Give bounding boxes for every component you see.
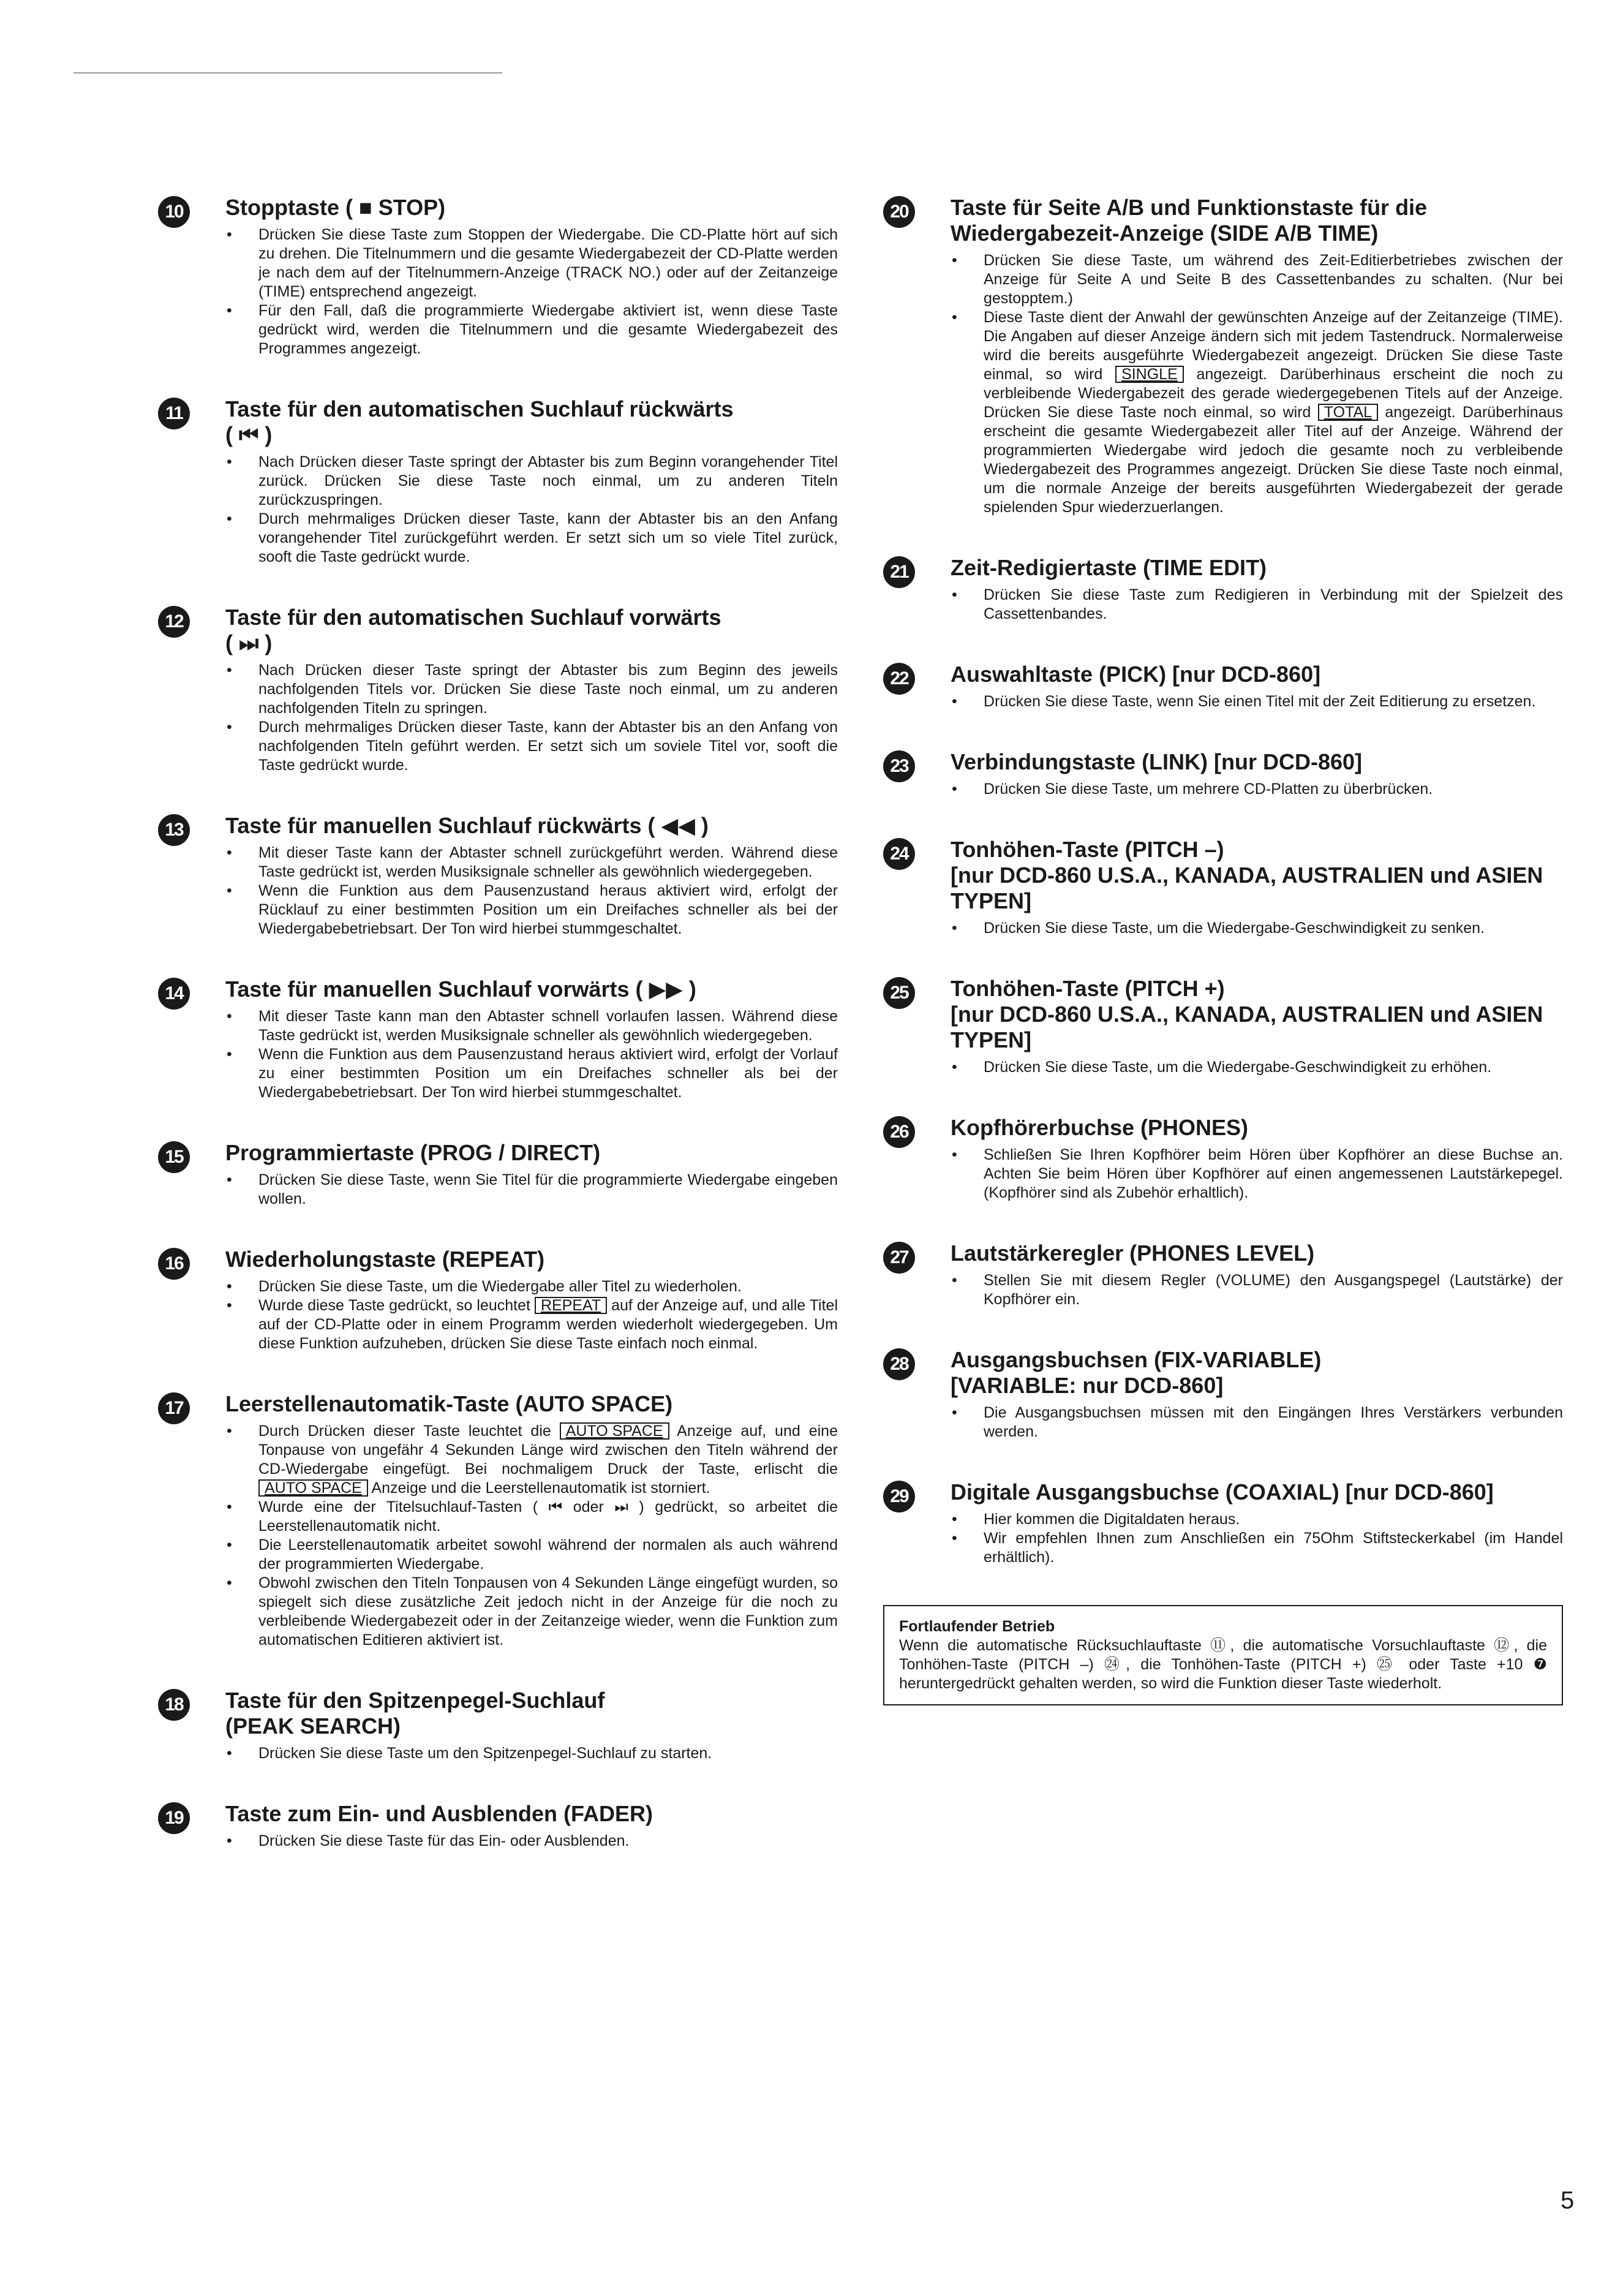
section-19 — [158, 1801, 838, 1851]
section-title: Verbindungstaste (LINK) [nur DCD-860] — [951, 749, 1363, 774]
section-number-badge: 19 — [158, 1802, 190, 1834]
section-20 — [883, 195, 1563, 517]
section-title: Kopfhörerbuchse (PHONES) — [951, 1115, 1249, 1140]
section-title: Stopptaste ( ■ STOP) — [225, 195, 446, 220]
bullet-list — [951, 919, 1563, 938]
bullet-item: • Durch mehrmaliges Drücken dieser Taste, kann der Abtaster bis an den Anfang vorangehender Titel zurückgeführt werden. Er setzt sich um so viele Titel zurück, sooft die Taste gedrückt wurde. — [225, 510, 838, 567]
bullet-list — [225, 1171, 838, 1209]
section-title: Leerstellenautomatik-Taste (AUTO SPACE) — [225, 1391, 673, 1416]
bullet-item: • Obwohl zwischen den Titeln Tonpausen von 4 Sekunden Länge eingefügt wurden, so spiegelt sich diese zusätzliche Zeit jedoch nicht in der Anzeige für die noch zu verbleibende Wiedergabezeit oder in der Zeitanzeige wieder, wenn die Funktion zum automatischen Editieren aktiviert ist. — [225, 1574, 838, 1650]
section-title: Zeit-Redigiertaste (TIME EDIT) — [951, 555, 1267, 580]
section-16 — [158, 1247, 838, 1353]
section-24 — [883, 837, 1563, 938]
bullet-list — [951, 1146, 1563, 1203]
section-title: Taste für den Spitzenpegel-Suchlauf (PEAK SEARCH) — [225, 1688, 605, 1739]
section-title: Programmiertaste (PROG / DIRECT) — [225, 1140, 601, 1165]
bullet-list — [951, 1058, 1563, 1077]
bullet-list — [951, 586, 1563, 624]
bullet-item: • Drücken Sie diese Taste, um die Wiedergabe-Geschwindigkeit zu senken. — [951, 919, 1563, 938]
section-15 — [158, 1140, 838, 1209]
right-column — [883, 195, 1563, 1705]
section-title: Tonhöhen-Taste (PITCH –) [nur DCD-860 U.S.A., KANADA, AUSTRALIEN und ASIEN TYPEN] — [951, 837, 1543, 913]
bullet-item: • Wenn die Funktion aus dem Pausenzustand heraus aktiviert wird, erfolgt der Vorlauf zu einer bestimmten Position um ein Dreifaches schneller als bei der Wiedergabebetriebsart. Der Ton wird hierbei stummgeschaltet. — [225, 1045, 838, 1102]
continuous-operation-text: Wenn die automatische Rücksuchlauftaste ⑪, die automatische Vorsuchlauftaste ⑫, die Tonhöhen-Taste (PITCH –) ㉔, die Tonhöhen-Taste (PITCH +) ㉕ oder Taste +10 ❼ heruntergedrückt gehalten werden, so wird die Funktion dieser Taste wiederholt. — [899, 1637, 1547, 1692]
bullet-item: • Drücken Sie diese Taste für das Ein- oder Ausblenden. — [225, 1832, 838, 1851]
bullet-list — [951, 1510, 1563, 1567]
section-number-badge: 26 — [883, 1116, 915, 1148]
section-number-badge: 17 — [158, 1392, 190, 1424]
bullet-list — [951, 251, 1563, 517]
scan-artifact-line — [73, 72, 502, 74]
display-indicator-auto-space: AUTO SPACE — [258, 1479, 368, 1497]
section-28 — [883, 1347, 1563, 1441]
display-indicator-total: TOTAL — [1318, 404, 1378, 421]
section-29 — [883, 1479, 1563, 1567]
section-25 — [883, 976, 1563, 1077]
bullet-list — [225, 1422, 838, 1650]
section-title: Taste zum Ein- und Ausblenden (FADER) — [225, 1801, 653, 1826]
bullet-list — [225, 225, 838, 358]
bullet-list — [225, 453, 838, 567]
section-23 — [883, 749, 1563, 799]
section-14 — [158, 976, 838, 1102]
bullet-list — [225, 1007, 838, 1102]
bullet-item: • Hier kommen die Digitaldaten heraus. — [951, 1510, 1563, 1529]
bullet-item: • Drücken Sie diese Taste, um mehrere CD-Platten zu überbrücken. — [951, 780, 1563, 799]
section-number-badge: 25 — [883, 977, 915, 1009]
bullet-item: • Drücken Sie diese Taste, um die Wiedergabe-Geschwindigkeit zu erhöhen. — [951, 1058, 1563, 1077]
section-title: Taste für Seite A/B und Funktionstaste für die Wiedergabezeit-Anzeige (SIDE A/B TIME) — [951, 195, 1428, 246]
bullet-item: • Für den Fall, daß die programmierte Wiedergabe aktiviert ist, wenn diese Taste gedrückt wird, werden die Titelnummern und die gesamte Wiedergabezeit des Programmes angezeigt. — [225, 301, 838, 358]
bullet-item: • Drücken Sie diese Taste, wenn Sie Titel für die programmierte Wiedergabe eingeben wollen. — [225, 1171, 838, 1209]
bullet-list — [951, 1271, 1563, 1309]
bullet-item: • Die Ausgangsbuchsen müssen mit den Eingängen Ihres Verstärkers verbunden werden. — [951, 1403, 1563, 1441]
section-number-badge: 23 — [883, 750, 915, 782]
section-number-badge: 24 — [883, 838, 915, 870]
bullet-list — [225, 844, 838, 938]
section-27 — [883, 1241, 1563, 1309]
section-title: Ausgangsbuchsen (FIX-VARIABLE) [VARIABLE: nur DCD-860] — [951, 1347, 1322, 1398]
section-26 — [883, 1115, 1563, 1203]
bullet-list — [951, 780, 1563, 799]
display-indicator-auto-space: AUTO SPACE — [560, 1422, 669, 1440]
section-number-badge: 28 — [883, 1348, 915, 1380]
bullet-list — [225, 661, 838, 775]
section-title: Taste für den automatischen Suchlauf rückwärts ( ⏮ ) — [225, 396, 734, 447]
section-number-badge: 20 — [883, 196, 915, 228]
section-number-badge: 14 — [158, 978, 190, 1010]
section-18 — [158, 1688, 838, 1763]
section-title: Digitale Ausgangsbuchse (COAXIAL) [nur DCD-860] — [951, 1479, 1494, 1505]
bullet-item: • Durch mehrmaliges Drücken dieser Taste, kann der Abtaster bis an den Anfang von nachfolgenden Titeln geführt werden. Er setzt sich um soviele Titel vor, sooft die Taste gedrückt wurde. — [225, 718, 838, 775]
bullet-item: • Nach Drücken dieser Taste springt der Abtaster bis zum Beginn vorangehender Titel zurück. Drücken Sie diese Taste noch einmal, um zu anderen Titeln zurückzuspringen. — [225, 453, 838, 510]
section-title: Taste für manuellen Suchlauf rückwärts ( ◀◀ ) — [225, 813, 709, 838]
bullet-list — [225, 1744, 838, 1763]
bullet-item: • Drücken Sie diese Taste, um die Wiedergabe aller Titel zu wiederholen. — [225, 1277, 838, 1296]
bullet-item: • Mit dieser Taste kann der Abtaster schnell zurückgeführt werden. Während diese Taste gedrückt ist, werden Musiksignale schneller als gewöhnlich wiedergegeben. — [225, 844, 838, 882]
bullet-item: • Drücken Sie diese Taste zum Redigieren in Verbindung mit der Spielzeit des Cassettenbandes. — [951, 586, 1563, 624]
section-10 — [158, 195, 838, 358]
section-number-badge: 12 — [158, 606, 190, 638]
bullet-item: • Stellen Sie mit diesem Regler (VOLUME) den Ausgangspegel (Lautstärke) der Kopfhörer ein. — [951, 1271, 1563, 1309]
section-title: Taste für manuellen Suchlauf vorwärts ( ▶▶ ) — [225, 976, 696, 1002]
section-17 — [158, 1391, 838, 1650]
section-22 — [883, 662, 1563, 711]
section-number-badge: 22 — [883, 663, 915, 695]
section-number-badge: 13 — [158, 814, 190, 846]
section-title: Wiederholungstaste (REPEAT) — [225, 1247, 545, 1272]
continuous-operation-box — [883, 1605, 1563, 1705]
display-indicator-single: SINGLE — [1115, 366, 1184, 383]
display-indicator-repeat: REPEAT — [535, 1297, 607, 1314]
section-title: Taste für den automatischen Suchlauf vorwärts ( ⏭ ) — [225, 605, 721, 655]
continuous-operation-title: Fortlaufender Betrieb — [899, 1618, 1055, 1635]
bullet-item: • Wurde diese Taste gedrückt, so leuchtet REPEAT auf der Anzeige auf, und alle Titel auf der CD-Platte oder in einem Programm werden wiederholt wiedergegeben. Um diese Funktion aufzuheben, drücken Sie diese Taste einfach noch einmal. — [225, 1296, 838, 1353]
bullet-item: • Die Leerstellenautomatik arbeitet sowohl während der normalen als auch während der programmierten Wiedergabe. — [225, 1536, 838, 1574]
bullet-list — [225, 1832, 838, 1851]
section-number-badge: 21 — [883, 556, 915, 588]
section-number-badge: 15 — [158, 1141, 190, 1173]
bullet-item: • Drücken Sie diese Taste um den Spitzenpegel-Suchlauf zu starten. — [225, 1744, 838, 1763]
bullet-item: • Drücken Sie diese Taste, um während des Zeit-Editierbetriebes zwischen der Anzeige für Seite A und Seite B des Cassettenbandes zu schalten. (Nur bei gestopptem.) — [951, 251, 1563, 308]
page-number: 5 — [1561, 2187, 1575, 2214]
bullet-list — [951, 1403, 1563, 1441]
bullet-list — [225, 1277, 838, 1353]
section-number-badge: 16 — [158, 1248, 190, 1280]
bullet-item: • Wenn die Funktion aus dem Pausenzustand heraus aktiviert wird, erfolgt der Rücklauf zu einer bestimmten Position um ein Dreifaches schneller als bei der Wiedergabebetriebsart. Der Ton wird hierbei stummgeschaltet. — [225, 882, 838, 938]
section-12 — [158, 605, 838, 775]
section-number-badge: 29 — [883, 1481, 915, 1512]
section-number-badge: 10 — [158, 196, 190, 228]
section-title: Auswahltaste (PICK) [nur DCD-860] — [951, 662, 1321, 687]
bullet-item: • Durch Drücken dieser Taste leuchtet die AUTO SPACE Anzeige auf, und eine Tonpause von ungefähr 4 Sekunden Länge wird zwischen den Titeln während der CD-Wiedergabe eingefügt. Bei nochmaligem Druck der Taste, erlischt die AUTO SPACE Anzeige und die Leerstellenautomatik ist storniert. — [225, 1422, 838, 1498]
section-11 — [158, 396, 838, 567]
section-number-badge: 18 — [158, 1689, 190, 1721]
bullet-item: • Nach Drücken dieser Taste springt der Abtaster bis zum Beginn des jeweils nachfolgenden Titels vor. Drücken Sie diese Taste noch einmal, um zu anderen nachfolgenden Titeln zu springen. — [225, 661, 838, 718]
bullet-item: • Schließen Sie Ihren Kopfhörer beim Hören über Kopfhörer an diese Buchse an. Achten Sie beim Hören über Kopfhörer auf einen angemessenen Lautstärkepegel. (Kopfhörer sind als Zubehör erhaltlich). — [951, 1146, 1563, 1203]
bullet-item: • Wir empfehlen Ihnen zum Anschließen ein 75Ohm Stiftsteckerkabel (im Handel erhältlich). — [951, 1529, 1563, 1567]
bullet-item: • Diese Taste dient der Anwahl der gewünschten Anzeige auf der Zeitanzeige (TIME). Die Angaben auf dieser Anzeige ändern sich mit jedem Tastendruck. Normalerweise wird die bereits ausgeführte Wiedergabezeit angezeigt. Drücken Sie diese Taste einmal, so wird SINGLE angezeigt. Darüberhinaus erscheint die noch zu verbleibende Wiedergabezeit des gerade wiedergegebenen Titels auf der Anzeige. Drücken Sie diese Taste noch einmal, so wird TOTAL angezeigt. Darüberhinaus erscheint die gesamte Wiedergabezeit aller Titel auf der Anzeige. Während der programmierten Wiedergabe wird jedoch die gesamte noch zu verbleibende Wiedergabezeit des Programmes angezeigt. Drücken Sie diese Taste noch einmal, um die normale Anzeige der bereits ausgeführten Wiedergabezeit der gerade spielenden Spur wiederzuerlangen. — [951, 308, 1563, 517]
section-21 — [883, 555, 1563, 624]
section-title: Lautstärkeregler (PHONES LEVEL) — [951, 1241, 1315, 1266]
section-title: Tonhöhen-Taste (PITCH +) [nur DCD-860 U.S.A., KANADA, AUSTRALIEN und ASIEN TYPEN] — [951, 976, 1543, 1052]
section-number-badge: 11 — [158, 398, 190, 429]
section-number-badge: 27 — [883, 1242, 915, 1274]
bullet-item: • Drücken Sie diese Taste, wenn Sie einen Titel mit der Zeit Editierung zu ersetzen. — [951, 692, 1563, 711]
bullet-item: • Mit dieser Taste kann man den Abtaster schnell vorlaufen lassen. Während diese Taste gedrückt ist, werden Musiksignale schneller als gewöhnlich wiedergegeben. — [225, 1007, 838, 1045]
bullet-item: • Drücken Sie diese Taste zum Stoppen der Wiedergabe. Die CD-Platte hört auf sich zu drehen. Die Titelnummern und die gesamte Wiedergabezeit der CD-Platte werden je nach dem auf der Titelnummern-Anzeige (TRACK NO.) oder auf der Zeitanzeige (TIME) entsprechend angezeigt. — [225, 225, 838, 301]
bullet-list — [951, 692, 1563, 711]
left-column — [158, 195, 838, 1889]
bullet-item: • Wurde eine der Titelsuchlauf-Tasten ( ⏮ oder ⏭ ) gedrückt, so arbeitet die Leerstellenautomatik nicht. — [225, 1498, 838, 1536]
section-13 — [158, 813, 838, 938]
